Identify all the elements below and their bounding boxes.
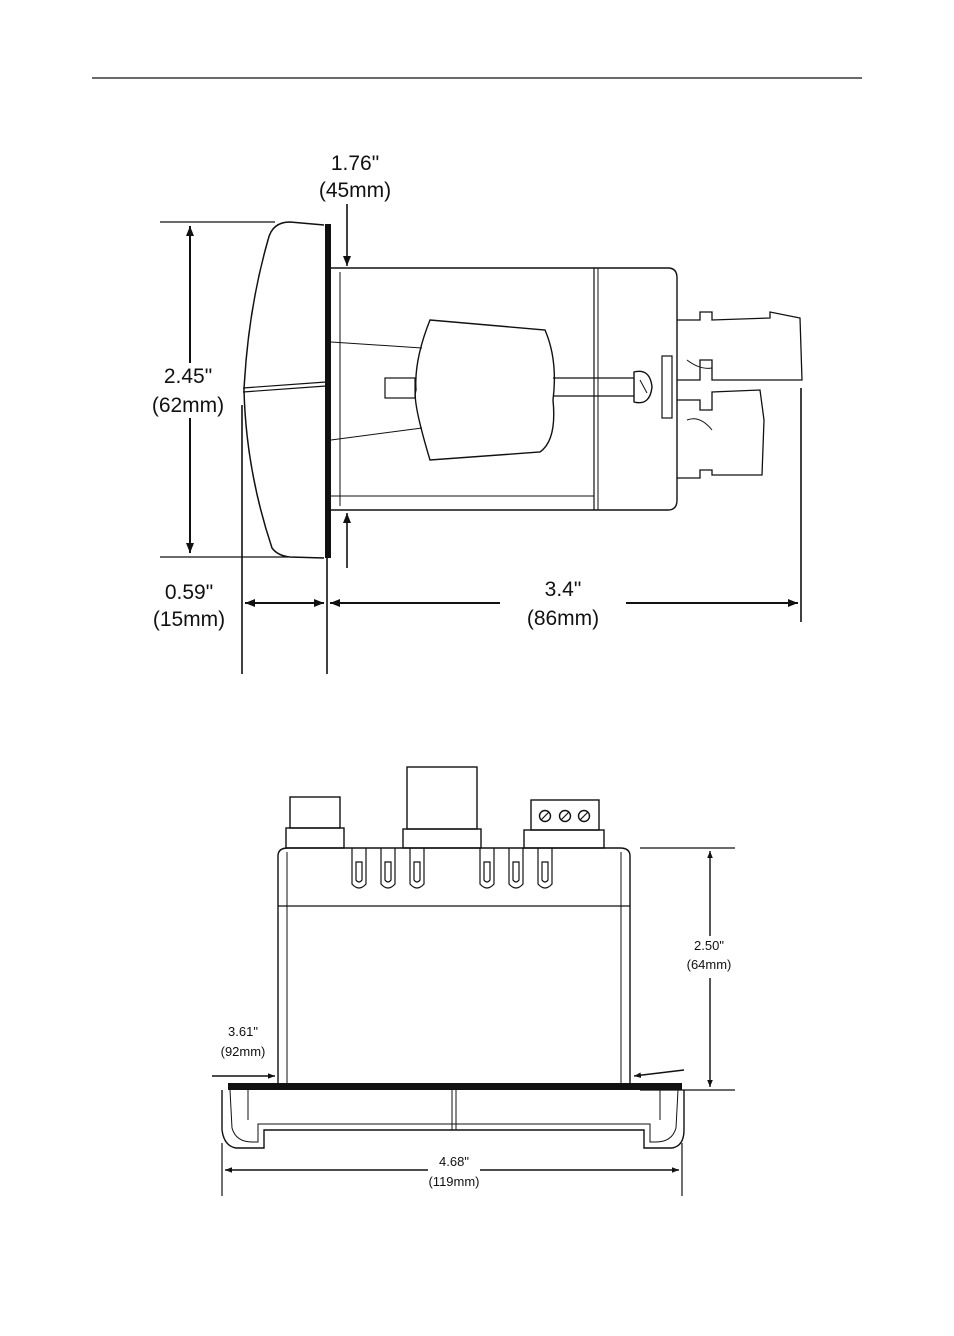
terminal-screws xyxy=(540,811,590,822)
label-bezel-depth-mm: (15mm) xyxy=(152,608,226,631)
label-cutout-width-mm: (92mm) xyxy=(220,1044,266,1059)
vent-slots xyxy=(352,848,552,888)
top-gasket xyxy=(228,1083,682,1090)
side-housing xyxy=(331,268,677,510)
side-clamp xyxy=(415,320,554,460)
label-panel-depth-mm: (64mm) xyxy=(686,957,732,972)
label-panel-depth-inch: 2.50" xyxy=(694,938,724,953)
label-bezel-depth-inch: 0.59" xyxy=(164,581,214,604)
label-depth-behind-bezel-mm: (45mm) xyxy=(318,179,392,202)
label-overall-width-inch: 4.68" xyxy=(439,1154,469,1169)
label-overall-depth-inch: 3.4" xyxy=(544,578,582,601)
label-overall-width-mm: (119mm) xyxy=(428,1174,480,1189)
label-height-inch: 2.45" xyxy=(163,365,213,388)
label-height-mm: (62mm) xyxy=(151,394,225,417)
top-view-drawing xyxy=(212,767,735,1196)
label-overall-depth-mm: (86mm) xyxy=(526,607,600,630)
side-connector xyxy=(677,312,802,380)
label-cutout-width-inch: 3.61" xyxy=(228,1024,258,1039)
top-housing xyxy=(278,848,630,1083)
top-bezel xyxy=(222,1090,684,1148)
side-bezel xyxy=(244,222,324,558)
side-gasket xyxy=(325,224,331,558)
label-depth-behind-bezel-inch: 1.76" xyxy=(330,152,380,175)
side-view-drawing xyxy=(160,204,802,674)
